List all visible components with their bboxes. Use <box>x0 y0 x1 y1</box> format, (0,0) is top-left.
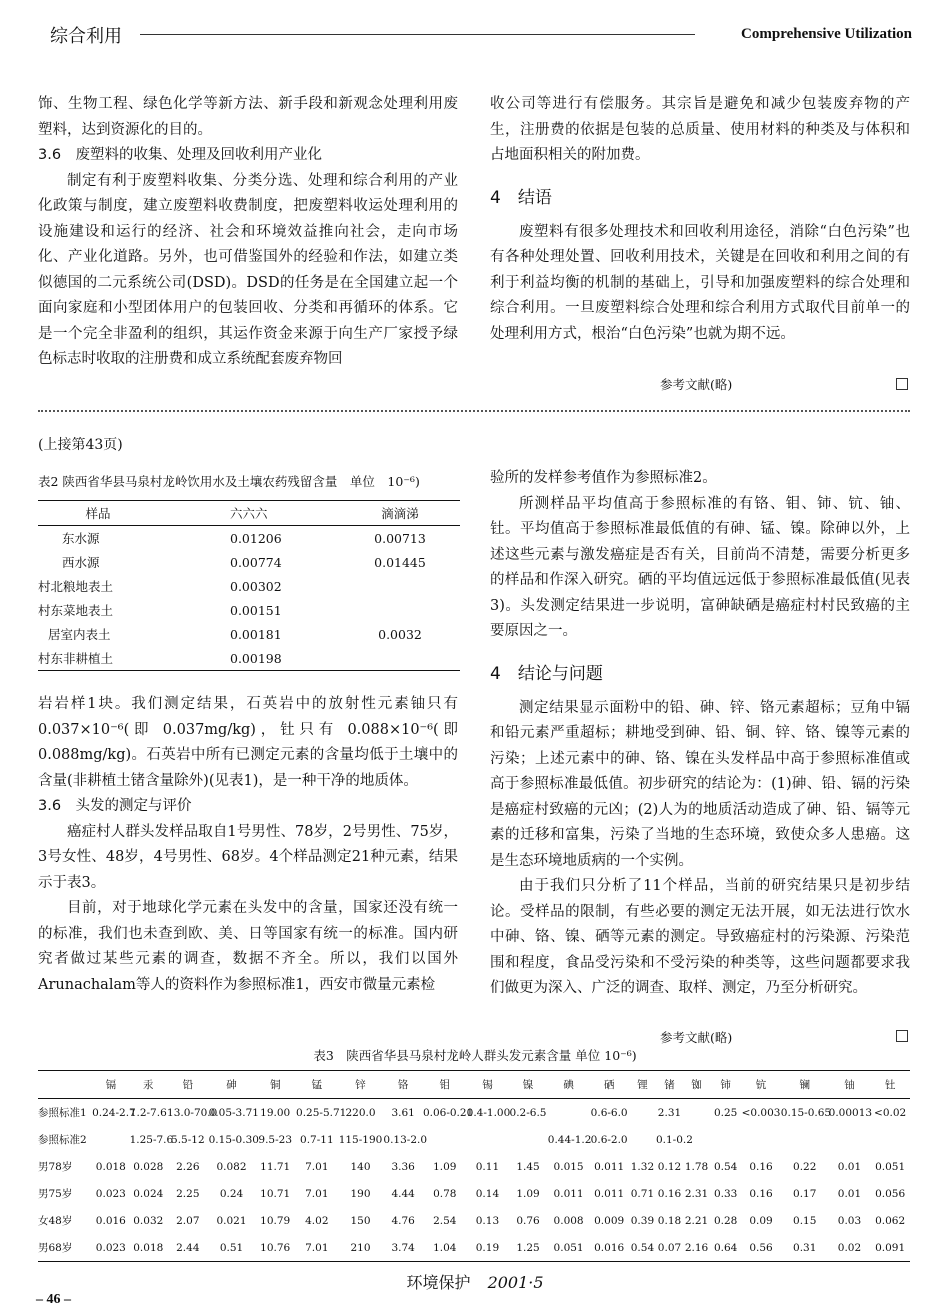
table-cell: 2.07 <box>176 1214 200 1227</box>
table-cell: 10.79 <box>260 1214 291 1227</box>
table-cell: 3.74 <box>391 1241 415 1254</box>
continued-note: (上接第43页) <box>38 437 123 453</box>
table-cell: 2.54 <box>433 1214 457 1227</box>
top-right-column <box>490 92 910 347</box>
section-heading: 3.6 废塑料的收集、处理及回收利用产业化 <box>38 147 323 163</box>
table2-header: 滴滴涕 <box>340 501 460 526</box>
table3-header: 锂 <box>629 1071 656 1099</box>
table-cell: 150 <box>350 1214 371 1227</box>
table-cell: 2.21 <box>684 1214 709 1227</box>
table-cell: 0.44-1.2 <box>547 1133 592 1146</box>
page-number: – 46 – <box>36 1292 71 1307</box>
table-cell: 0.06-0.21 <box>422 1106 474 1119</box>
table-cell: 0.6-6.0 <box>590 1106 628 1119</box>
table-cell <box>710 1126 741 1153</box>
table-cell: 2.16 <box>684 1241 709 1254</box>
table-cell: 村北粮地表土 <box>38 579 114 594</box>
table-cell <box>340 574 460 598</box>
table-cell: 0.00198 <box>230 650 282 666</box>
table-cell: 0.082 <box>216 1160 247 1173</box>
table-cell: 0.14 <box>475 1187 500 1200</box>
table-cell: 0.091 <box>875 1241 906 1254</box>
table-cell: 1.32 <box>630 1160 655 1173</box>
table-cell: 140 <box>350 1160 371 1173</box>
table-cell: 1.25-7.6 <box>129 1133 174 1146</box>
table-cell <box>340 646 460 671</box>
table-cell <box>629 1126 656 1153</box>
table-cell: 0.12 <box>657 1160 682 1173</box>
section-heading: 4 结语 <box>490 187 552 208</box>
table-row <box>38 598 460 622</box>
paragraph: 测定结果显示面粉中的铅、砷、锌、铬元素超标；豆角中镉和铅元素严重超标；耕地受到砷、铅、铜、锌、铬、镍等元素的污染；上述元素中的砷、铬、镍在头发样品中高于参照标准值或高于参照标准最低值。初步研究的结论为：(1)砷、铅、镉的污染是癌症村致癌的元凶；(2)人为的地质活动造成了砷、铅、镉等元素的迁移和富集，污染了当地的生态环境，致使众多人患癌。这是生态环境地质病的一个实例。 <box>490 699 910 869</box>
table3-header <box>38 1071 92 1099</box>
table-cell: 0.76 <box>516 1214 540 1227</box>
table-cell: 0.01 <box>837 1160 862 1173</box>
table-cell: 0.16 <box>657 1187 682 1200</box>
table-cell <box>629 1099 656 1127</box>
table-cell: 0.062 <box>875 1214 906 1227</box>
header-title: Comprehensive Utilization <box>741 26 912 42</box>
table3-header: 铈 <box>710 1071 741 1099</box>
table-cell <box>870 1126 910 1153</box>
table3-header: 铜 <box>254 1071 296 1099</box>
table-cell: 10.76 <box>260 1241 291 1254</box>
paragraph: 由于我们只分析了11个样品，当前的研究结果只是初步结论。受样品的限制，有些必要的测定无法开展，如无法进行饮水中砷、铬、镍、硒等元素的测定。导致癌症村的污染源、污染范围和程度，食品受污染和不受污染的种类等，这些问题都要求我们做更为深入、广泛的调查、取样、测定，乃至分析研究。 <box>490 878 910 996</box>
section-heading: 3.6 头发的测定与评价 <box>38 798 192 814</box>
table-cell: 0.15-0.65 <box>780 1106 832 1119</box>
table3-header: 铀 <box>829 1071 871 1099</box>
header-rule <box>140 34 695 35</box>
table-cell: 7.01 <box>305 1241 329 1254</box>
table-cell: 4.02 <box>305 1214 329 1227</box>
table-cell: 0.0032 <box>378 626 422 642</box>
table-cell: 115-190 <box>338 1133 383 1146</box>
table-cell: 0.17 <box>793 1187 817 1200</box>
table-cell: 居室内表土 <box>48 627 111 642</box>
table-cell: 0.00151 <box>230 602 282 618</box>
table-cell: 0.13-2.0 <box>383 1133 428 1146</box>
table-cell: 5.5-12 <box>171 1133 205 1146</box>
table-cell: 4.44 <box>391 1187 415 1200</box>
table-row <box>38 526 460 551</box>
table-cell: 0.54 <box>713 1160 738 1173</box>
table-row <box>38 1234 910 1262</box>
table-cell: 村东菜地表土 <box>38 603 114 618</box>
table-cell: 13.0-70.0 <box>167 1106 218 1119</box>
table-cell: 0.016 <box>95 1214 126 1227</box>
table-cell: 0.00302 <box>230 578 282 594</box>
table-row <box>38 574 460 598</box>
table-row <box>38 1207 910 1234</box>
table-cell: 0.01206 <box>230 530 282 546</box>
journal-name: 环境保护 <box>406 1273 471 1292</box>
table-cell: 0.01 <box>837 1187 862 1200</box>
table-cell: 0.25 <box>713 1106 738 1119</box>
table-cell: 0.008 <box>553 1214 584 1227</box>
table-cell: 0.6-2.0 <box>590 1133 628 1146</box>
paragraph: 验所的发样参考值作为参照标准2。 <box>490 470 717 486</box>
table-cell: 0.22 <box>793 1160 817 1173</box>
section-heading: 4 结论与问题 <box>490 663 603 684</box>
references-note: 参考文献(略) <box>660 1030 733 1045</box>
table-cell: 参照标准1 <box>38 1107 87 1119</box>
table3-header: 锰 <box>296 1071 338 1099</box>
table-cell <box>829 1126 871 1153</box>
table-cell: 0.64 <box>713 1241 738 1254</box>
top-left-column <box>38 92 458 373</box>
table-cell: 0.03 <box>837 1214 862 1227</box>
table-row <box>38 622 460 646</box>
table-cell: 0.09 <box>749 1214 773 1227</box>
table-cell: 西水源 <box>62 555 100 570</box>
table-cell: 4.76 <box>391 1214 415 1227</box>
table-cell: 0.009 <box>594 1214 625 1227</box>
dotted-divider <box>38 410 910 412</box>
table-cell <box>781 1126 829 1153</box>
table-cell <box>741 1126 781 1153</box>
table-cell: <0.02 <box>874 1106 907 1119</box>
issue: 2001·5 <box>487 1273 544 1292</box>
table-cell: 1.2-7.6 <box>129 1106 167 1119</box>
table-cell: 0.07 <box>657 1241 682 1254</box>
paragraph: 所测样品平均值高于参照标准的有铬、钼、铈、钪、铀、钍。平均值高于参照标准最低值的有砷、锰、镍。除砷以外，上述这些元素与激发癌症是否有关，目前尚不清楚，需要分析更多的样品和作深入研究。硒的平均值远远低于参照标准最低值(见表3)。头发测定结果进一步说明，富砷缺硒是癌症村村民致癌的主要原因之一。 <box>490 495 910 639</box>
table-cell: 1.45 <box>516 1160 540 1173</box>
table-cell: 0.4-1.00 <box>466 1106 511 1119</box>
table-cell: 村东非耕植土 <box>38 651 114 666</box>
table-cell: 0.05-3.71 <box>208 1106 259 1119</box>
table-cell: 0.2-6.5 <box>509 1106 547 1119</box>
table-cell: 2.25 <box>176 1187 200 1200</box>
table-cell: 参照标准2 <box>38 1134 87 1146</box>
table-cell: 0.31 <box>793 1241 817 1254</box>
table-cell: 0.056 <box>875 1187 906 1200</box>
table-cell: 0.011 <box>594 1187 625 1200</box>
table-cell: <0.003 <box>741 1106 781 1119</box>
table-cell: 0.032 <box>133 1214 164 1227</box>
table-cell: 0.011 <box>553 1187 584 1200</box>
table-cell: 0.023 <box>95 1187 126 1200</box>
table-cell: 0.51 <box>219 1241 244 1254</box>
table-cell: 7.01 <box>305 1187 329 1200</box>
table3-header: 铅 <box>167 1071 209 1099</box>
table-cell: 0.028 <box>133 1160 164 1173</box>
table-cell: 0.56 <box>749 1241 773 1254</box>
table-cell <box>92 1126 129 1153</box>
table-row <box>38 646 460 671</box>
table3-header-row <box>38 1071 910 1099</box>
table-cell: 1.09 <box>433 1160 457 1173</box>
table3-header: 铬 <box>383 1071 423 1099</box>
table3-header: 碘 <box>548 1071 590 1099</box>
table-row <box>38 1126 910 1153</box>
table2 <box>38 500 460 671</box>
table-cell: 男68岁 <box>38 1242 73 1254</box>
table-cell <box>548 1099 590 1127</box>
table-cell: 0.016 <box>594 1241 625 1254</box>
table-cell: 0.011 <box>594 1160 625 1173</box>
table3-header: 汞 <box>130 1071 167 1099</box>
table3-header: 锡 <box>467 1071 509 1099</box>
table3-header: 钍 <box>870 1071 910 1099</box>
table-cell: 0.00013 <box>828 1106 873 1119</box>
paragraph: 癌症村人群头发样品取自1号男性、78岁，2号男性、75岁，3号女性、48岁，4号男性、68岁。4个样品测定21种元素，结果示于表3。 <box>38 823 458 891</box>
table-cell: 东水源 <box>62 531 100 546</box>
table3-caption: 表3 陕西省华县马泉村龙岭人群头发元素含量 单位 10⁻⁶) <box>313 1048 637 1063</box>
table-cell: 3.36 <box>391 1160 415 1173</box>
table3 <box>38 1070 910 1262</box>
table-cell: 190 <box>350 1187 371 1200</box>
table-cell: 女48岁 <box>38 1215 73 1227</box>
table2-header: 六六六 <box>158 501 340 526</box>
table-cell: 1.25 <box>516 1241 540 1254</box>
table-cell: 0.1-0.2 <box>655 1133 693 1146</box>
end-mark <box>896 1030 908 1042</box>
table-cell: 0.023 <box>95 1241 126 1254</box>
table-cell: 0.15 <box>793 1214 817 1227</box>
table-cell <box>467 1126 509 1153</box>
table-cell: 7.01 <box>305 1160 329 1173</box>
paragraph: 废塑料有很多处理技术和回收利用途径，消除“白色污染”也有各种处理处置、回收利用技术，关键是在回收和利用之间的有利于利益均衡的机制的基础上，引导和加强废塑料的综合处理和综合利用。一旦废塑料综合处理和综合利用方式取代目前单一的处理利用方式，根治“白色污染”也就为期不远。 <box>490 223 910 342</box>
table3-header: 铷 <box>683 1071 710 1099</box>
table-cell: 0.00181 <box>230 626 282 642</box>
table-cell: 0.13 <box>475 1214 500 1227</box>
table-cell: 0.15-0.30 <box>208 1133 259 1146</box>
table-cell: 11.71 <box>260 1160 291 1173</box>
table-row <box>38 1180 910 1207</box>
end-mark <box>896 378 908 390</box>
table-cell: 0.24-2.7 <box>92 1106 136 1119</box>
table3-header: 镧 <box>781 1071 829 1099</box>
table-cell: 0.54 <box>630 1241 655 1254</box>
table-row <box>38 1099 910 1127</box>
table-cell: 0.051 <box>553 1241 584 1254</box>
bottom-left-column <box>38 692 458 998</box>
table-cell: 1.04 <box>433 1241 457 1254</box>
table-cell: 0.018 <box>133 1241 164 1254</box>
paragraph: 目前，对于地球化学元素在头发中的含量，国家还没有统一的标准，我们也未查到欧、美、日等国家有统一的标准。国内研究者做过某些元素的调查，数据不齐全。所以，我们以国外Arunachalam等人的资料作为参照标准1，西安市微量元素检 <box>38 900 458 993</box>
table-cell: 2.31 <box>657 1106 682 1119</box>
paragraph: 制定有利于废塑料收集、分类分选、处理和综合利用的产业化政策与制度，建立废塑料收费制度，把废塑料收运处理利用的设施建设和运行的经济、社会和环境效益推向社会，走向市场化、产业化道路。另外，也可借鉴国外的经验和作法，如建立类似德国的二元系统公司(DSD)。DSD的任务是在全国建立起一个面向家庭和小型团体用户的包装回收、分类和再循环的体系。它是一个完全非盈利的组织，其运作资金来源于向生产厂家授予绿色标志时收取的注册费和成立系统配套废弃物回 <box>38 172 458 367</box>
table-cell: 2.31 <box>684 1187 709 1200</box>
table-cell: 0.015 <box>553 1160 584 1173</box>
table3-header: 锌 <box>338 1071 384 1099</box>
table-cell: 0.01445 <box>374 554 426 570</box>
references-note: 参考文献(略) <box>660 377 733 392</box>
table3-header: 硒 <box>589 1071 629 1099</box>
table-cell: 0.25-5.71 <box>296 1106 347 1119</box>
table-row <box>38 1153 910 1180</box>
table-row <box>38 550 460 574</box>
table-cell <box>508 1126 548 1153</box>
table-cell: 0.018 <box>95 1160 126 1173</box>
table3-header: 砷 <box>209 1071 255 1099</box>
table-cell: 19.00 <box>260 1106 291 1119</box>
paragraph: 收公司等进行有偿服务。其宗旨是避免和减少包装废弃物的产生，注册费的依据是包装的总质量、使用材料的种类及与体积和占地面积相关的附加费。 <box>490 96 910 163</box>
table-cell: 9.5-23 <box>258 1133 293 1146</box>
table-cell <box>423 1126 467 1153</box>
table-cell: 220.0 <box>345 1106 376 1119</box>
table-cell: 0.33 <box>713 1187 738 1200</box>
table-cell <box>340 598 460 622</box>
table3-header: 钪 <box>741 1071 781 1099</box>
table-cell: 男78岁 <box>38 1161 73 1173</box>
table-cell: 2.26 <box>176 1160 200 1173</box>
table-cell: 2.44 <box>176 1241 200 1254</box>
table-cell: 0.19 <box>475 1241 500 1254</box>
table-cell: 0.24 <box>219 1187 244 1200</box>
bottom-right-column <box>490 466 910 1002</box>
table-cell: 0.71 <box>630 1187 655 1200</box>
table2-header: 样品 <box>38 501 158 526</box>
table-cell: 3.61 <box>391 1106 415 1119</box>
table-cell: 0.00713 <box>374 530 426 546</box>
table-cell: 0.00774 <box>230 554 282 570</box>
table-cell: 0.021 <box>216 1214 247 1227</box>
table3-header: 钼 <box>423 1071 467 1099</box>
table3-header: 镉 <box>92 1071 129 1099</box>
table-cell: 0.024 <box>133 1187 164 1200</box>
table2-caption: 表2 陕西省华县马泉村龙岭饮用水及土壤农药残留含量 单位 10⁻⁶) <box>38 474 420 489</box>
table-cell: 0.16 <box>749 1187 773 1200</box>
table-cell: 0.11 <box>475 1160 500 1173</box>
table-cell: 0.051 <box>875 1160 906 1173</box>
table-cell: 0.18 <box>657 1214 682 1227</box>
table-cell: 0.78 <box>433 1187 457 1200</box>
table-cell: 1.78 <box>684 1160 709 1173</box>
table-cell: 0.28 <box>713 1214 738 1227</box>
footer <box>0 1270 950 1293</box>
table-cell: 0.02 <box>837 1241 862 1254</box>
table-cell: 10.71 <box>260 1187 291 1200</box>
table-cell: 0.16 <box>749 1160 773 1173</box>
table-cell: 1.09 <box>516 1187 540 1200</box>
table-cell: 210 <box>350 1241 371 1254</box>
paragraph: 岩岩样1块。我们测定结果，石英岩中的放射性元素铀只有0.037×10⁻⁶(即 0.037mg/kg)，钍只有 0.088×10⁻⁶(即0.088mg/kg)。石英岩中所有已测定元素的含量均低于土壤中的含量(非耕植土锗含量除外)(见表1)，是一种干净的地质体。 <box>38 696 458 789</box>
table-cell: 0.7-11 <box>300 1133 334 1146</box>
table3-header: 锗 <box>656 1071 683 1099</box>
table-cell: 0.39 <box>630 1214 655 1227</box>
table-cell <box>683 1099 710 1127</box>
section-header: 综合利用 <box>50 26 122 47</box>
paragraph: 饰、生物工程、绿色化学等新方法、新手段和新观念处理利用废塑料，达到资源化的目的。 <box>38 96 458 138</box>
table-cell: 男75岁 <box>38 1188 73 1200</box>
table3-header: 镍 <box>508 1071 548 1099</box>
